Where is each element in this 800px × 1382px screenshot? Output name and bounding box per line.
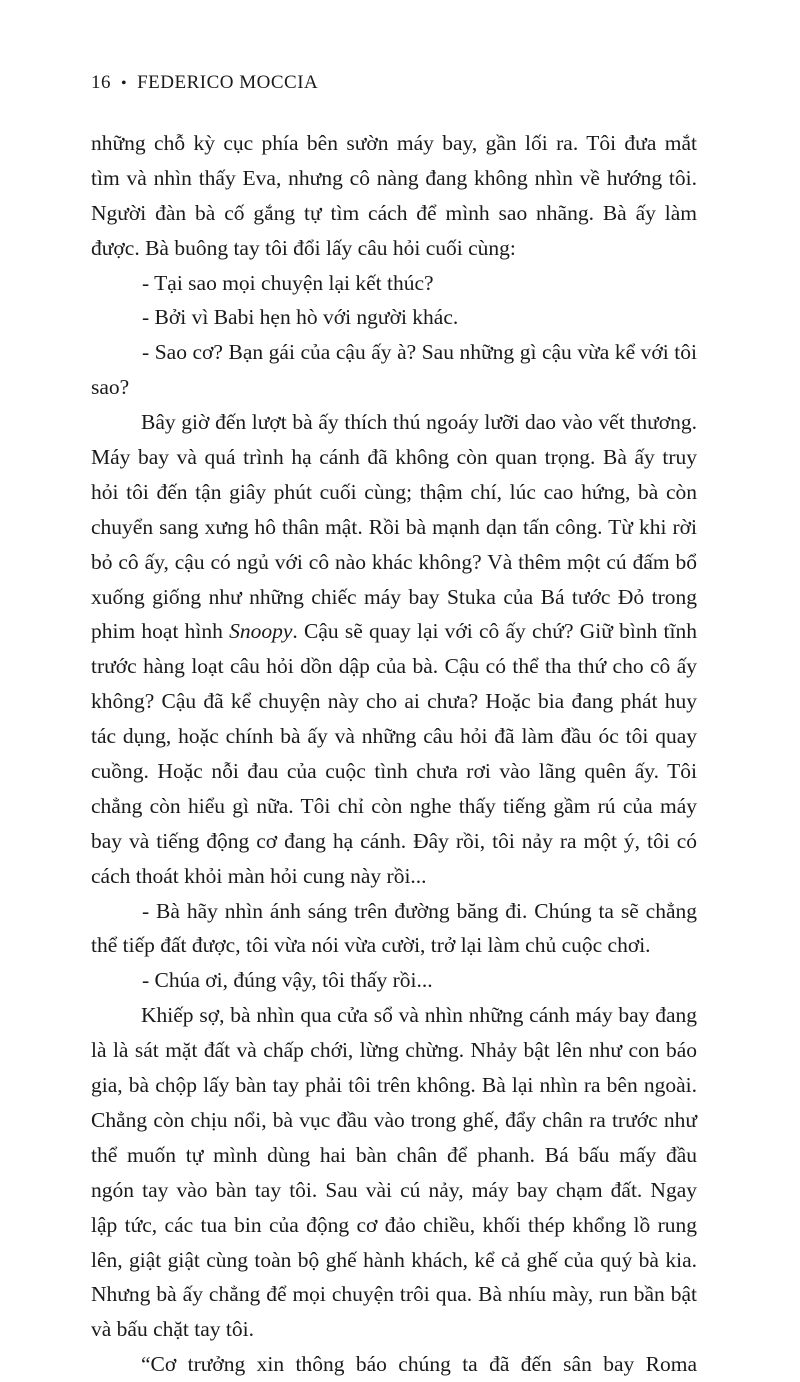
dialogue-line: - Tại sao mọi chuyện lại kết thúc? — [142, 270, 434, 295]
text-line — [91, 614, 697, 649]
text-line: ngón tay vào bàn tay tôi. Sau vài cú nảy, máy bay chạm đất. Ngay — [91, 1177, 697, 1202]
text-line: những chỗ kỳ cục phía bên sườn máy bay, gần lối ra. Tôi đưa mắt — [91, 131, 697, 155]
author-name: FEDERICO MOCCIA — [137, 72, 319, 93]
text-line: gia, bà chộp lấy bàn tay phải tôi trên không. Bà lại nhìn ra bên ngoài. — [91, 1073, 697, 1098]
bullet-separator: • — [121, 75, 128, 92]
text-line: được. Bà buông tay tôi đổi lấy câu hỏi cuối cùng: — [91, 235, 516, 260]
dialogue-line: - Sao cơ? Bạn gái của cậu ấy à? Sau những gì cậu vừa kể với tôi — [142, 340, 697, 365]
text-line: thể muốn tự mình dùng hai bàn chân để phanh. Bá bấu mấy đầu — [91, 1142, 697, 1167]
page-number: 16 — [91, 72, 111, 93]
paragraph-first-line: Bây giờ đến lượt bà ấy thích thú ngoáy lưỡi dao vào vết thương. — [141, 410, 697, 435]
dialogue-line: - Bà hãy nhìn ánh sáng trên đường băng đi. Chúng ta sẽ chẳng — [142, 898, 697, 923]
running-head — [91, 72, 318, 94]
text-line: xuống giống như những chiếc máy bay Stuka của Bá tước Đỏ trong — [91, 584, 697, 609]
text-line: không? Cậu đã kể chuyện này cho ai chưa? Hoặc bia đang phát huy — [91, 689, 697, 714]
text-line: Máy bay và quá trình hạ cánh đã không còn quan trọng. Bà ấy truy — [91, 445, 697, 470]
dialogue-line: - Chúa ơi, đúng vậy, tôi thấy rồi... — [142, 968, 433, 993]
text-line: chuyển sang xưng hô thân mật. Rồi bà mạnh dạn tấn công. Từ khi rời — [91, 514, 697, 539]
body-text — [91, 126, 697, 1382]
text-line: bỏ cô ấy, cậu có ngủ với cô nào khác không? Và thêm một cú đấm bổ — [91, 549, 697, 574]
text-line: tìm và nhìn thấy Eva, nhưng cô nàng đang không nhìn về hướng tôi. — [91, 165, 697, 190]
text-line: bay và tiếng động cơ đang hạ cánh. Đây rồi, tôi nảy ra một ý, tôi có — [91, 828, 697, 853]
text-line: cách thoát khỏi màn hỏi cung này rồi... — [91, 863, 427, 888]
text-segment: phim hoạt hình — [91, 619, 230, 644]
text-line: chẳng còn hiểu gì nữa. Tôi chỉ còn nghe thấy tiếng gầm rú của máy — [91, 793, 697, 818]
text-line: là là sát mặt đất và chấp chới, lừng chừng. Nhảy bật lên như con báo — [91, 1038, 697, 1063]
text-segment: . Cậu sẽ quay lại với cô ấy chứ? Giữ bình tĩnh — [292, 619, 697, 644]
text-line: Người đàn bà cố gắng tự tìm cách để mình sao nhãng. Bà ấy làm — [91, 200, 697, 225]
paragraph-first-line: Khiếp sợ, bà nhìn qua cửa sổ và nhìn những cánh máy bay đang — [141, 1003, 697, 1028]
text-line: Chẳng còn chịu nổi, bà vục đầu vào trong ghế, đẩy chân ra trước như — [91, 1107, 697, 1132]
dialogue-line: - Bởi vì Babi hẹn hò với người khác. — [142, 305, 459, 330]
text-line: lập tức, các tua bin của động cơ đảo chiều, khối thép khổng lồ rung — [91, 1212, 697, 1237]
text-line: sao? — [91, 375, 130, 400]
text-line: tác dụng, hoặc chính bà ấy và những câu hỏi đã làm đầu óc tôi quay — [91, 724, 697, 749]
text-line: trước hàng loạt câu hỏi dồn dập của bà. Cậu có thể tha thứ cho cô ấy — [91, 654, 697, 679]
text-line: và bấu chặt tay tôi. — [91, 1317, 254, 1342]
text-line: hỏi tôi đến tận giây phút cuối cùng; thậm chí, lúc cao hứng, bà còn — [91, 479, 697, 504]
text-line: thể tiếp đất được, tôi vừa nói vừa cười, trở lại làm chủ cuộc chơi. — [91, 933, 651, 958]
text-line: Nhưng bà ấy chẳng để mọi chuyện trôi qua. Bà nhíu mày, run bần bật — [91, 1282, 697, 1307]
paragraph-first-line: “Cơ trưởng xin thông báo chúng ta đã đến sân bay Roma — [141, 1352, 697, 1377]
text-line: cuồng. Hoặc nỗi đau của cuộc tình chưa rơi vào lãng quên ấy. Tôi — [91, 759, 697, 784]
italic-title: Snoopy — [229, 619, 293, 644]
text-line: lên, giật giật cùng toàn bộ ghế hành khách, kể cả ghế của quý bà kia. — [91, 1247, 697, 1272]
